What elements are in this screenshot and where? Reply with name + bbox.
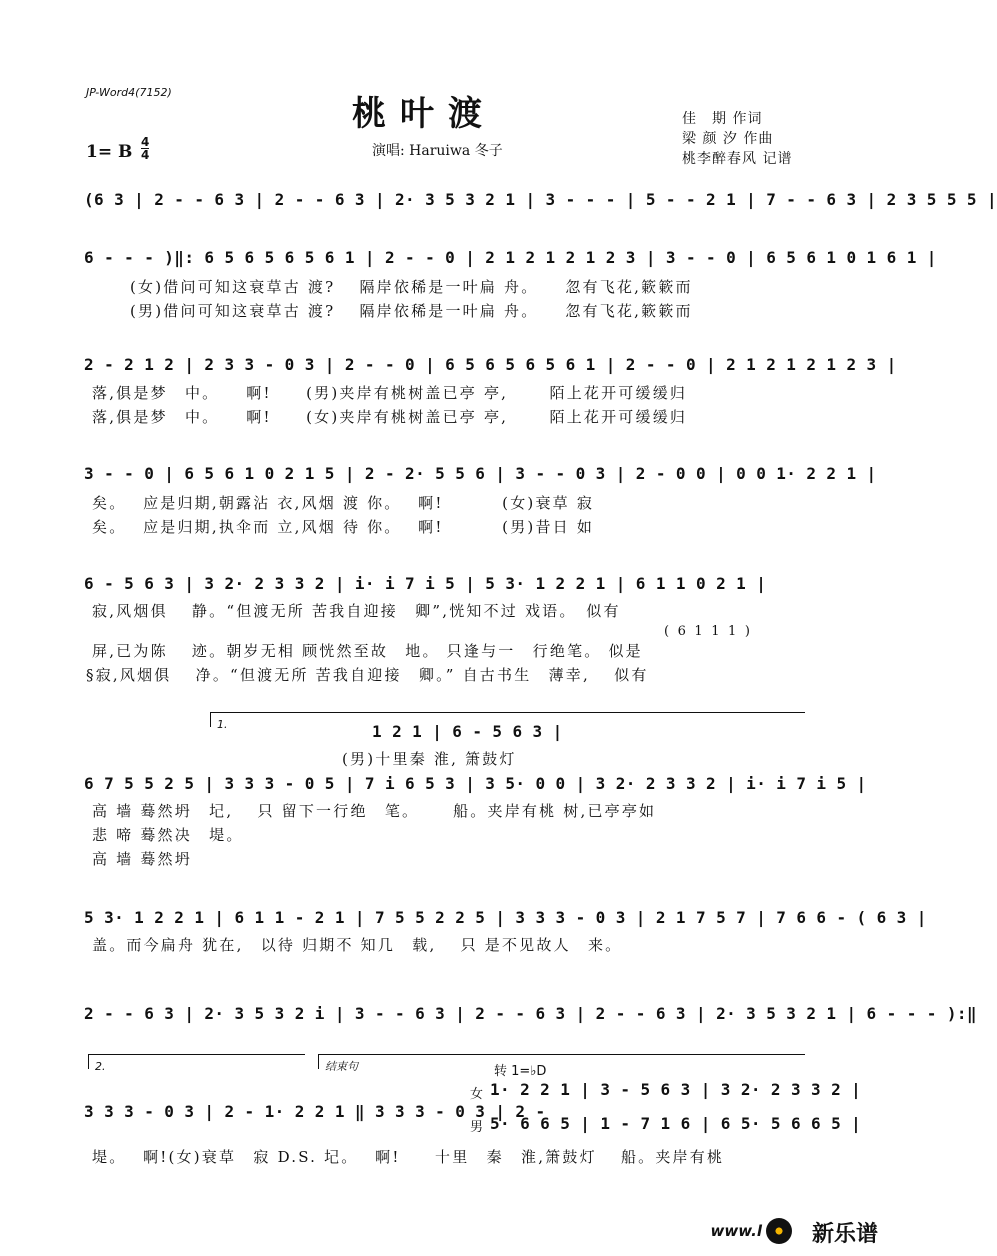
system3-lyric-2: 落,俱是梦 中。 啊! (女)夹岸有桃树盖已亭 亭, 陌上花开可缓缓归 (92, 408, 688, 426)
female-part-notes: 1· 2 2 1 | 3 - 5 6 3 | 3 2· 2 3 3 2 | (490, 1080, 862, 1099)
system3-lyric-1: 落,俱是梦 中。 啊! (男)夹岸有桃树盖已亭 亭, 陌上花开可缓缓归 (92, 384, 688, 402)
system4-notes: 3 - - 0 | 6 5 6 1 0 2 1 5 | 2 - 2· 5 5 6 | 3 - - 0 3 | 2 - 0 0 | 0 0 1· 2 2 1 | (84, 464, 877, 483)
system2-lyric-2: (男)借问可知这衰草古 渡? 隔岸依稀是一叶扁 舟。 忽有飞花,簌簌而 (130, 302, 693, 320)
site-url: www.l (710, 1222, 762, 1240)
software-tag: JP-Word4(7152) (86, 86, 172, 99)
transcriber-credit: 桃李醉春风 记谱 (682, 151, 793, 167)
system5-lyric-3: §寂,风烟俱 净。“但渡无所 苦我自迎接 卿。” 自古书生 薄幸, 似有 (86, 666, 649, 684)
lyricist-credit: 佳 期 作词 (682, 111, 763, 127)
system1-notes: (6 3 | 2 - - 6 3 | 2 - - 6 3 | 2· 3 5 3 2 1 | 3 - - - | 5 - - 2 1 | 7 - - 6 3 | 2 3 5 5 5 | (84, 190, 997, 209)
second-ending-label: 2. (95, 1060, 106, 1073)
system2-lyric-1: (女)借问可知这衰草古 渡? 隔岸依稀是一叶扁 舟。 忽有飞花,簌簌而 (130, 278, 693, 296)
ending-phrase-label: 结束句 (325, 1060, 358, 1073)
modulation-marking: 转 1=♭D (494, 1064, 547, 1079)
system3-notes: 2 - 2 1 2 | 2 3 3 - 0 3 | 2 - - 0 | 6 5 6 5 6 5 6 1 | 2 - - 0 | 2 1 2 1 2 1 2 3 | (84, 355, 897, 374)
time-signature (141, 136, 149, 161)
singer-credit: 演唱: Haruiwa 冬子 (372, 143, 503, 159)
system4-lyric-2: 矣。 应是归期,执伞而 立,风烟 待 你。 啊! (男)昔日 如 (92, 518, 595, 536)
system6-upper-notes: 1 2 1 | 6 - 5 6 3 | (372, 722, 563, 741)
system8-notes: 2 - - 6 3 | 2· 3 5 3 2 i | 3 - - 6 3 | 2 - - 6 3 | 2 - - 6 3 | 2· 3 5 3 2 1 | 6 - - - ):‖ (84, 1004, 977, 1023)
system7-lyric-1: 盖。而今扁舟 犹在, 以待 归期不 知几 载, 只 是不见故人 来。 (92, 936, 623, 954)
male-part-notes: 5· 6 6 5 | 1 - 7 1 6 | 6 5· 5 6 6 5 | (490, 1114, 862, 1133)
composer-credit: 梁 颜 汐 作曲 (682, 131, 774, 147)
female-part-tag: 女 (470, 1087, 484, 1102)
system4-lyric-1: 矣。 应是归期,朝露沾 衣,风烟 渡 你。 啊! (女)衰草 寂 (92, 494, 595, 512)
system7-notes: 5 3· 1 2 2 1 | 6 1 1 - 2 1 | 7 5 5 2 2 5 | 3 3 3 - 0 3 | 2 1 7 5 7 | 7 6 6 - ( 6 3 | (84, 908, 927, 927)
second-ending-bracket (88, 1054, 305, 1073)
system5-lyric-1: 寂,风烟俱 静。“但渡无所 苦我自迎接 卿”,恍知不过 戏语。 似有 (92, 602, 621, 620)
brand-logo-text: 新乐谱 (811, 1222, 878, 1247)
system5-lyric-2: 屏,已为陈 迹。朝岁无相 顾恍然至故 地。 只逢与一 行绝笔。 似是 (92, 642, 643, 660)
system6-upper-lyric: (男)十里秦 淮, 箫鼓灯 (342, 750, 517, 768)
time-signature-top: 4 (141, 135, 150, 149)
time-signature-bottom: 4 (141, 148, 150, 162)
male-part-tag: 男 (470, 1120, 484, 1135)
system5-notes: 6 - 5 6 3 | 3 2· 2 3 3 2 | i· i 7 i 5 | 5 3· 1 2 2 1 | 6 1 1 0 2 1 | (84, 574, 767, 593)
system9-lyric: 堤。 啊!(女)衰草 寂 D.S. 圮。 啊! 十里 秦 淮,箫鼓灯 船。夹岸有桃 (92, 1148, 725, 1166)
system6-lyric-1: 高 墙 蓦然坍 圮, 只 留下一行绝 笔。 船。夹岸有桃 树,已亭亭如 (92, 802, 657, 820)
system2-notes: 6 - - - )‖: 6 5 6 5 6 5 6 1 | 2 - - 0 | 2 1 2 1 2 1 2 3 | 3 - - 0 | 6 5 6 1 0 1 6 1 | (84, 248, 937, 267)
system5-alt-notes: ( 6 1 1 1 ) (664, 624, 753, 639)
system6-lyric-2: 悲 啼 蓦然决 堤。 (92, 826, 244, 844)
first-ending-label: 1. (217, 718, 228, 731)
record-disc-icon (766, 1218, 792, 1244)
system6-notes: 6 7 5 5 2 5 | 3 3 3 - 0 5 | 7 i 6 5 3 | 3 5· 0 0 | 3 2· 2 3 3 2 | i· i 7 i 5 | (84, 774, 867, 793)
song-title: 桃叶渡 (352, 94, 496, 134)
key-signature: 1= B (86, 142, 133, 162)
system9-notes: 3 3 3 - 0 3 | 2 - 1· 2 2 1 ‖ 3 3 3 - 0 3 | 2 - (84, 1102, 546, 1121)
system6-lyric-3: 高 墙 蓦然坍 (92, 850, 192, 868)
